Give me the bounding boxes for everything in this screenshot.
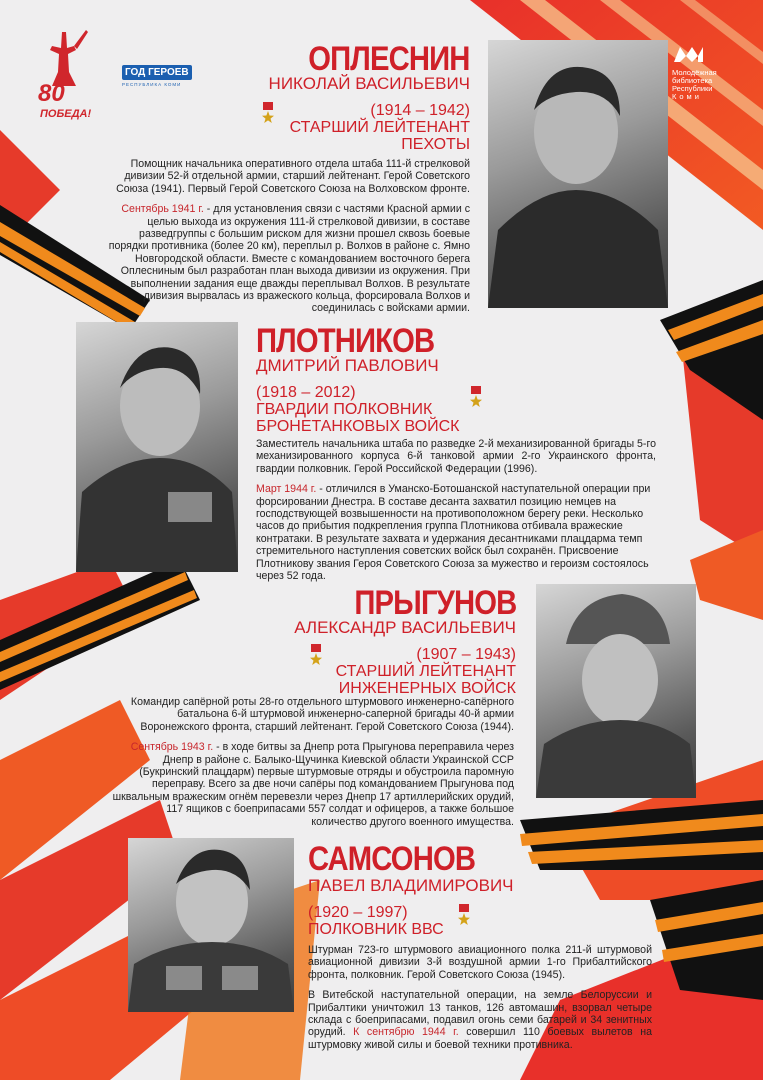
hero-surname: ПЛОТНИКОВ [256,322,435,360]
hero-deed [256,483,656,582]
hero-deed-date: Март 1944 г. [256,483,317,496]
hero-star-icon [262,102,274,128]
hero-rank-line1: ГВАРДИИ ПОЛКОВНИК [256,401,433,418]
portrait-oplesnin [488,40,668,308]
victory-word: ПОБЕДА! [40,108,92,120]
hero-prygunov-text [112,696,514,828]
portrait-prygunov [536,584,696,798]
hero-rank-line1: ПОЛКОВНИК ВВС [308,921,444,938]
motherland-statue-icon [36,28,92,88]
library-m-icon [672,44,706,64]
hero-surname: САМСОНОВ [308,840,476,878]
hero-deed-date: К сентябрю 1944 г. [353,1026,459,1039]
hero-bio: Штурман 723-го штурмового авиационного полка 211-й штурмовой авиационной дивизии 3-й воздушной армии 1-го Прибалтийского фронта, полковник. Герой Советского Союза (1945). [308,944,652,981]
hero-deed [308,989,652,1051]
hero-deed-date: Сентябрь 1941 г. [121,203,204,216]
library-name-line3: Республики [672,84,713,93]
hero-rank-line2: БРОНЕТАНКОВЫХ ВОЙСК [256,418,460,435]
hero-star-icon [470,386,482,412]
hero-star-icon [310,644,322,670]
library-name-line2: библиотека [672,76,713,85]
victory-80-logo [36,28,92,128]
portrait-samsonov [128,838,294,1012]
hero-bio: Заместитель начальника штаба по разведке 2-й механизированной бригады 5-го механизированного корпуса 6-й танковой армии 2-го Украинского фронта, гвардии полковник. Герой Российской Федерации (1996). [256,438,656,475]
hero-rank-line2: ИНЖЕНЕРНЫХ ВОЙСК [338,680,516,697]
hero-deed [112,741,514,828]
hero-rank-line1: СТАРШИЙ ЛЕЙТЕНАНТ [289,119,470,136]
hero-deed-text-pre: В Витебской наступательной операции, на земле Белоруссии и Прибалтики уничтожил 13 танков, 126 автомашин, взорвал четыре склада с боеприпасами, подавил огонь семи батарей и 34 зенитных орудий. [308,989,652,1039]
hero-years: (1907 – 1943) [416,646,516,663]
hero-star-icon [458,904,470,930]
hero-given-name: АЛЕКСАНДР ВАСИЛЬЕВИЧ [294,618,516,637]
hero-given-name: ПАВЕЛ ВЛАДИМИРОВИЧ [308,876,514,895]
hero-given-name: ДМИТРИЙ ПАВЛОВИЧ [256,356,439,375]
hero-plotnikov-text [256,438,656,582]
hero-bio: Помощник начальника оперативного отдела штаба 111-й стрелковой дивизии 52-й отдельной армии, старший лейтенант. Герой Советского Союза (1941). Первый Герой Советского Союза на Волховском фронте. [116,158,470,195]
year-of-heroes-subtitle: РЕСПУБЛИКА КОМИ [122,82,182,87]
youth-library-logo [672,44,742,101]
hero-years: (1914 – 1942) [370,102,470,119]
hero-deed-text: - отличился в Уманско-Ботошанской наступательной операции при форсировании Днестра. В составе десанта захватил позицию немцев на господствующей возвышенности на противоположном берегу реки. Несколько часов до прибытия подкрепления группа Плотникова отбивала вражеские контратаки. В результате захвата и удержания десантниками плацдарма темп стремительного наступления советских войск был сохранён. Присвоение Плотникову звания Героя Советского Союза за мужество и героизм состоялось через 52 года. [256,483,651,583]
hero-surname: ОПЛЕСНИН [308,40,470,78]
hero-samsonov-text [308,944,652,1051]
hero-rank-line1: СТАРШИЙ ЛЕЙТЕНАНТ [335,663,516,680]
hero-rank-line2: ПЕХОТЫ [401,136,470,153]
hero-deed [108,203,470,315]
portrait-plotnikov [76,322,238,572]
year-of-heroes-title: ГОД ГЕРОЕВ [122,65,192,80]
hero-years: (1918 – 2012) [256,384,356,401]
hero-bio: Командир сапёрной роты 28-го отдельного штурмового инженерно-сапёрного батальона 6-й штурмовой инженерно-саперной бригады 40-й армии Воронежского фронта, старший лейтенант. Герой Советского Союза (1944). [130,696,514,733]
hero-deed-text: - в ходе битвы за Днепр рота Прыгунова переправила через Днепр в районе с. Балыко-Щучинка Киевской области Украинской ССР (Букринский плацдарм) первые штурмовые отряды и обустроила паромную переправу. Всего за две ночи сапёры под командованием Прыгунова под шквальным вражеским огнём перевезли через Днепр 17 артиллерийских орудий, 117 ящиков с боеприпасами 557 солдат и офицеров, а также большое количество другого военного имущества. [112,741,514,828]
hero-years: (1920 – 1997) [308,904,408,921]
victory-number: 80 [38,80,65,107]
library-name-line1: Молодёжная [672,68,717,77]
hero-deed-date: Сентябрь 1943 г. [130,741,214,754]
library-name-line4: Коми [672,92,702,101]
hero-deed-text-post: совершил 110 боевых вылетов на штурмовку живой силы и боевой техники противника. [308,1026,652,1051]
hero-given-name: НИКОЛАЙ ВАСИЛЬЕВИЧ [268,74,470,93]
hero-deed-text: - для установления связи с частями Красной армии с целью выхода из окружения 111-й стрелковой дивизии, в составе разведгруппы с большим риском для жизни прошел сквозь боевые порядки противника (более 20 км), переплыл р. Волхов в районе с. Ямно Новгородской области. Вместе с командованием восточного берега Оплесниным был разработан план выхода дивизии из окружения. При выполнении задания еще дважды переплывал Волхов. В результате дивизия вырвалась из вражеского кольца, форсировала Волхов и соединилась с войсками армии. [108,203,470,315]
hero-oplesnin-text [108,158,470,315]
hero-surname: ПРЫГУНОВ [353,584,516,622]
